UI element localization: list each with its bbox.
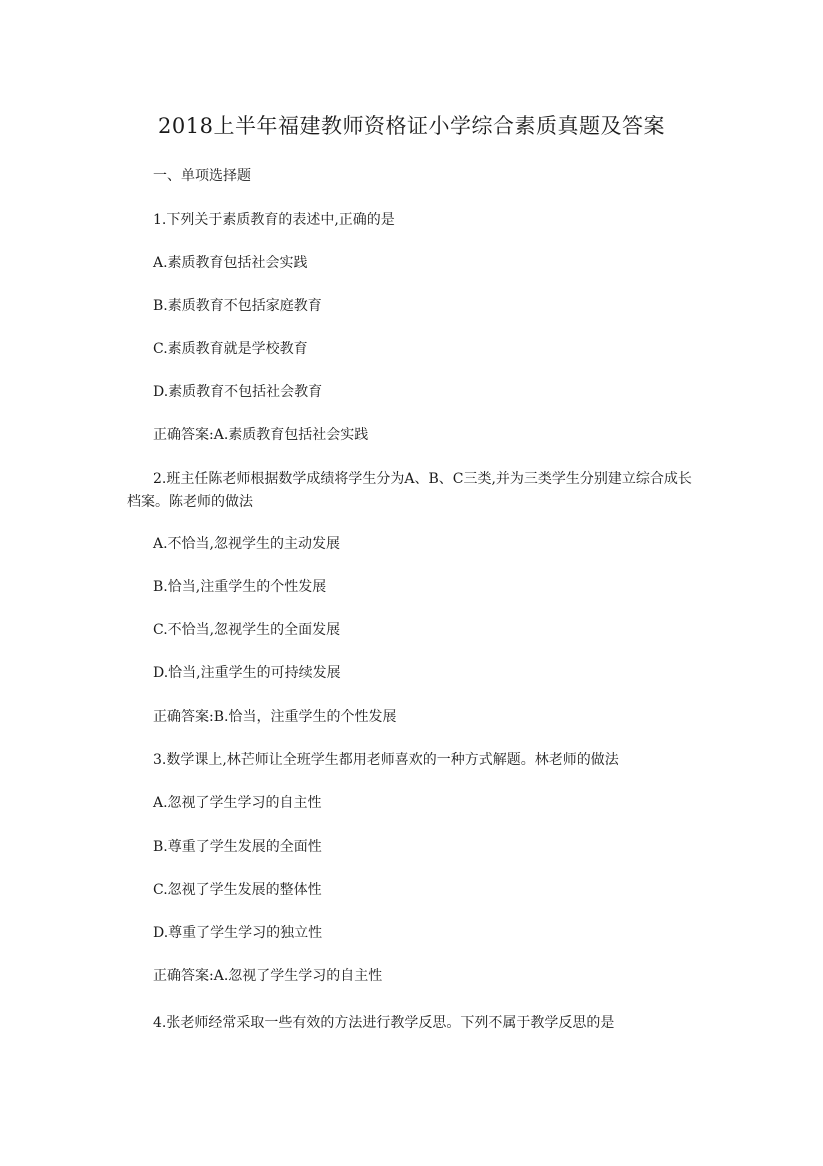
question-2-option-d: D.恰当,注重学生的可持续发展 (153, 665, 341, 681)
question-1-answer: 正确答案:A.素质教育包括社会实践 (153, 427, 369, 443)
question-2-answer: 正确答案:B.恰当，注重学生的个性发展 (153, 709, 397, 725)
question-1-option-b: B.素质教育不包括家庭教育 (153, 298, 322, 314)
section-heading: 一、单项选择题 (153, 168, 251, 184)
question-1-option-a: A.素质教育包括社会实践 (153, 255, 308, 271)
question-3-stem: 3.数学课上,林芒师让全班学生都用老师喜欢的一种方式解题。林老师的做法 (153, 752, 619, 768)
question-2-option-a: A.不恰当,忽视学生的主动发展 (153, 536, 341, 552)
question-3-option-d: D.尊重了学生学习的独立性 (153, 925, 323, 941)
document-title: 2018上半年福建教师资格证小学综合素质真题及答案 (158, 114, 665, 138)
question-3-answer: 正确答案:A.忽视了学生学习的自主性 (153, 968, 383, 984)
question-2-stem: 2.班主任陈老师根据数学成绩将学生分为A、B、C三类,并为三类学生分别建立综合成长档案。陈老师的做法 (127, 471, 692, 510)
question-3-option-a: A.忽视了学生学习的自主性 (153, 795, 322, 811)
question-2-option-b: B.恰当,注重学生的个性发展 (153, 579, 327, 595)
question-3-option-c: C.忽视了学生发展的整体性 (153, 882, 322, 898)
question-1-stem: 1.下列关于素质教育的表述中,正确的是 (153, 212, 395, 228)
question-4-stem: 4.张老师经常采取一些有效的方法进行教学反思。下列不属于教学反思的是 (153, 1015, 615, 1031)
question-1-option-c: C.素质教育就是学校教育 (153, 341, 308, 357)
question-2-option-c: C.不恰当,忽视学生的全面发展 (153, 622, 341, 638)
question-3-option-b: B.尊重了学生发展的全面性 (153, 839, 322, 855)
question-1-option-d: D.素质教育不包括社会教育 (153, 384, 323, 400)
